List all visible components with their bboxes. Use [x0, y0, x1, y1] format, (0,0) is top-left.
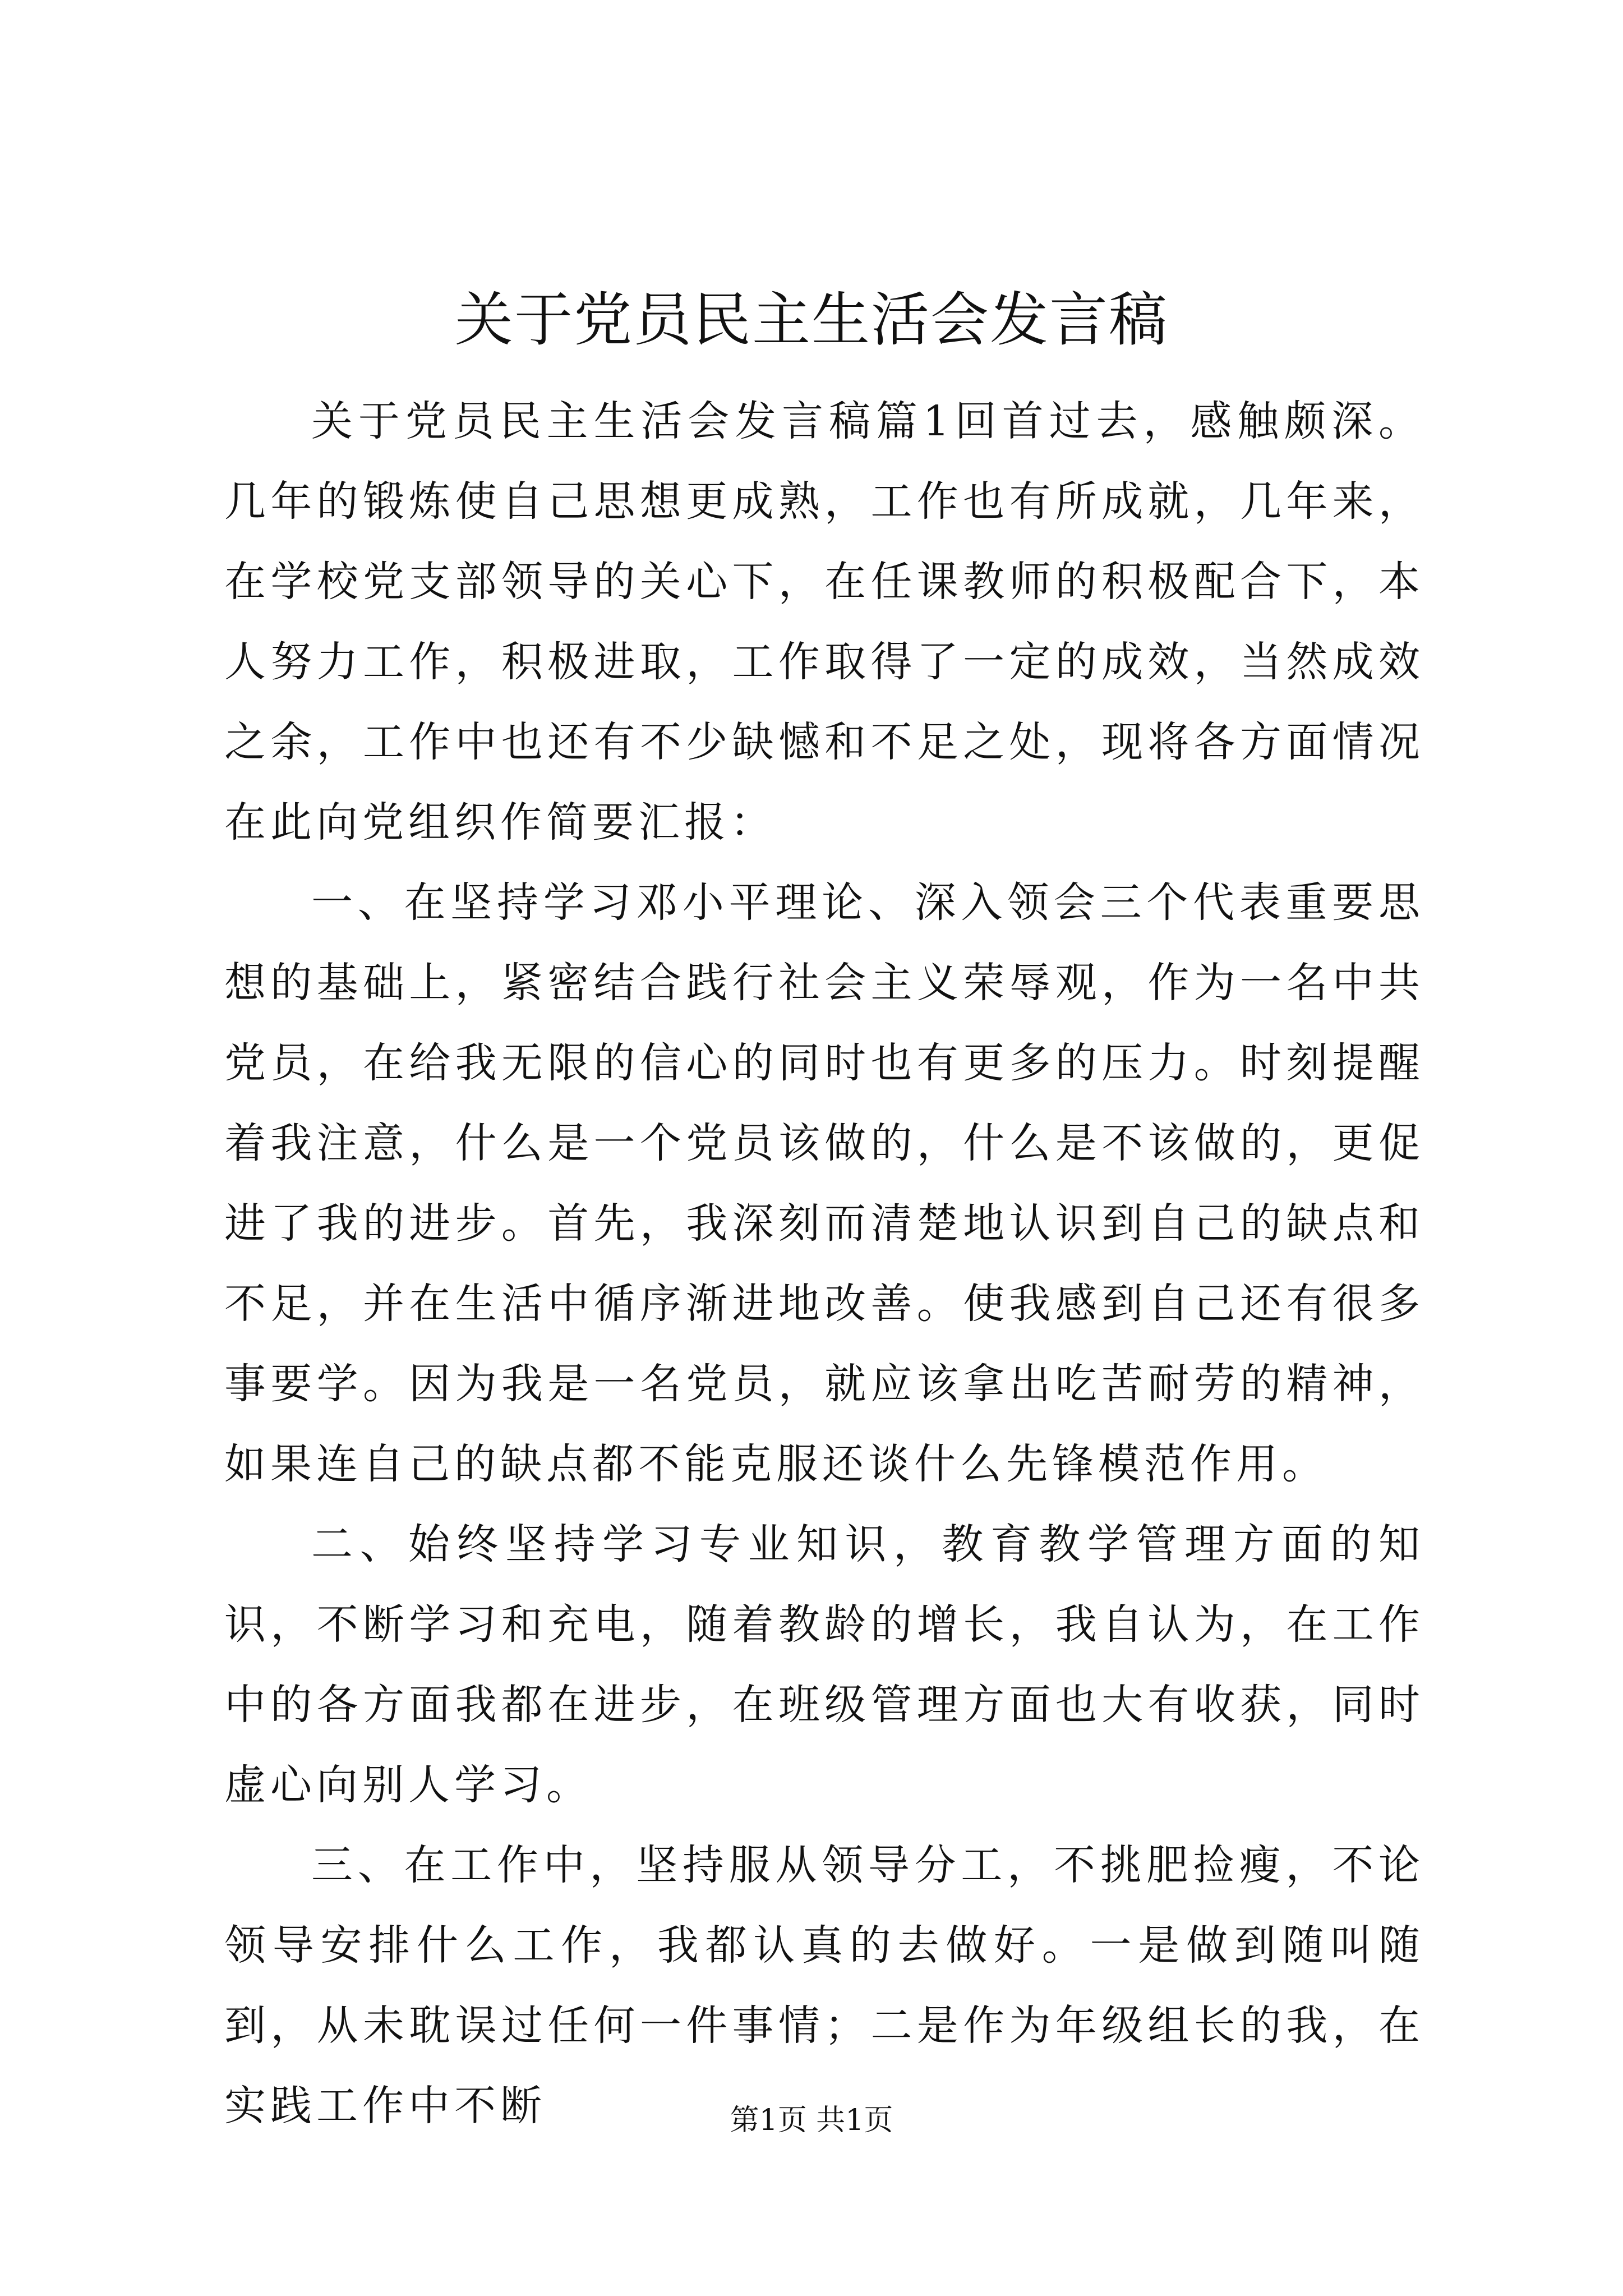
- paragraph-section-3: 三、在工作中，坚持服从领导分工，不挑肥捡瘦，不论领导安排什么工作，我都认真的去做好。一是做到随叫随到，从未耽误过任何一件事情；二是作为年级组长的我，在实践工作中不断: [224, 1841, 1424, 2130]
- document-title: 关于党员民主生活会发言稿: [454, 286, 1168, 354]
- paragraph-section-2: 二、始终坚持学习专业知识，教育教学管理方面的知识，不断学习和充电，随着教龄的增长，我自认为，在工作中的各方面我都在进步，在班级管理方面也大有收获，同时虚心向别人学习。: [224, 1520, 1424, 1809]
- paragraph-intro: 关于党员民主生活会发言稿篇1回首过去，感触颇深。几年的锻炼使自己思想更成熟，工作也有所成就，几年来，在学校党支部领导的关心下，在任课教师的积极配合下，本人努力工作，积极进取，工作取得了一定的成效，当然成效之余，工作中也还有不少缺憾和不足之处，现将各方面情况在此向党组织作简要汇报：: [224, 397, 1424, 846]
- paragraph-section-1: 一、在坚持学习邓小平理论、深入领会三个代表重要思想的基础上，紧密结合践行社会主义荣辱观，作为一名中共党员，在给我无限的信心的同时也有更多的压力。时刻提醒着我注意，什么是一个党员该做的，什么是不该做的，更促进了我的进步。首先，我深刻而清楚地认识到自己的缺点和不足，并在生活中循序渐进地改善。使我感到自己还有很多事要学。因为我是一名党员，就应该拿出吃苦耐劳的精神，如果连自己的缺点都不能克服还谈什么先锋模范作用。: [224, 878, 1424, 1488]
- page-footer: 第1页 共1页: [730, 2104, 893, 2137]
- document-body: [224, 381, 1424, 2146]
